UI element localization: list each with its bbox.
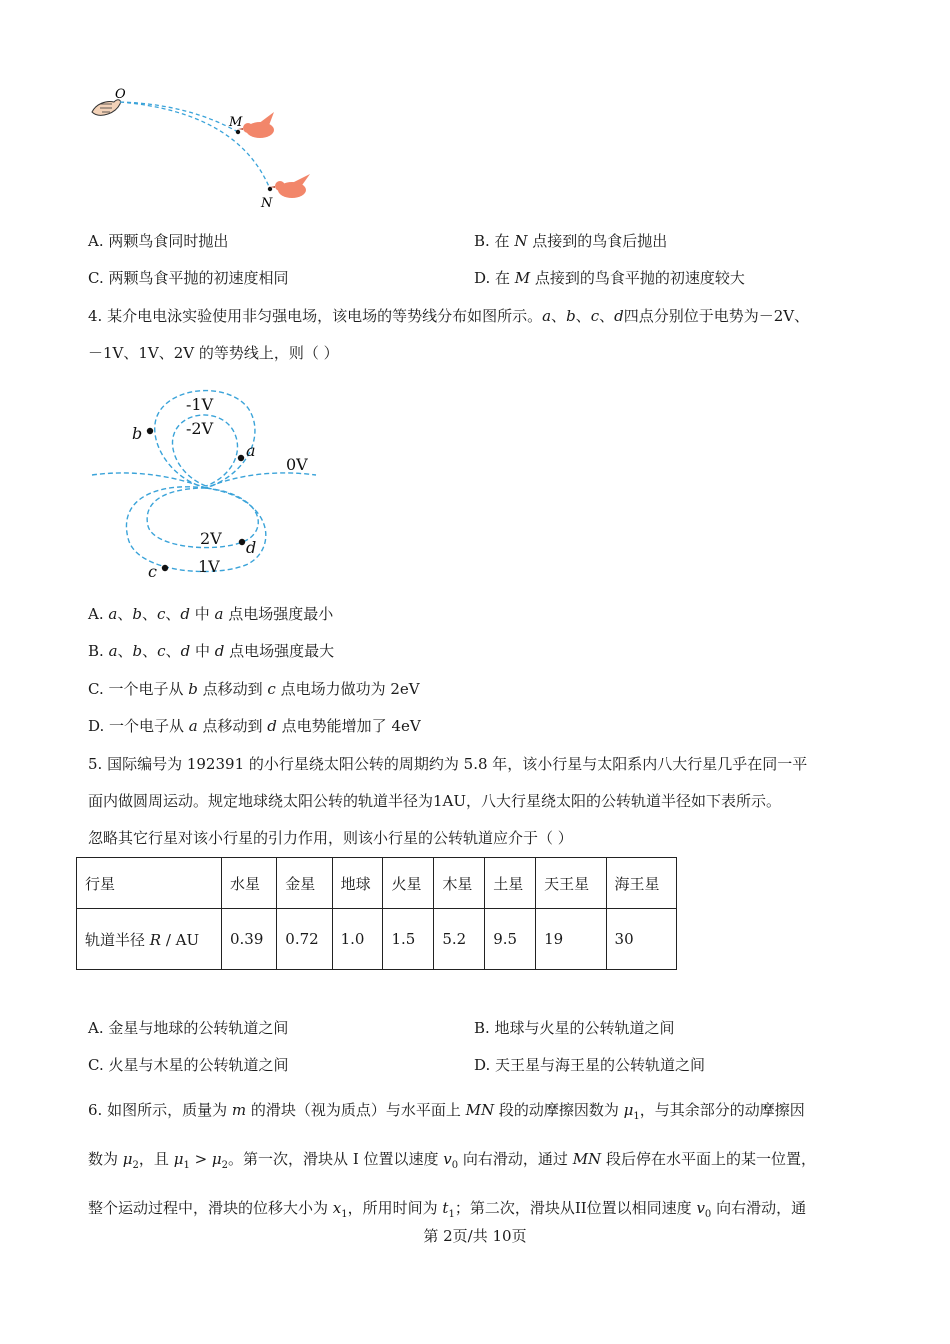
text: 、 [117, 605, 133, 623]
text: 整个运动过程中，滑块的位移大小为 [88, 1199, 333, 1217]
var: μ [623, 1101, 634, 1119]
var: M [514, 269, 531, 287]
var: v [696, 1199, 705, 1217]
q4-option-b[interactable] [88, 641, 334, 661]
table-cell: 海王星 [606, 858, 676, 909]
label-0v: 0V [286, 455, 308, 474]
point-d [239, 539, 245, 545]
table-cell: 19 [536, 909, 606, 970]
text: 轨道半径 [85, 930, 150, 949]
table-cell: 木星 [434, 858, 485, 909]
bird-icon-n [270, 174, 310, 198]
text: 向右滑动，通 [711, 1199, 807, 1217]
q5-stem-line1: 5. 国际编号为 192391 的小行星绕太阳公转的周期约为 5.8 年，该小行星与太阳系内八大行星几乎在同一平 [88, 755, 808, 773]
text: 中 [190, 642, 215, 660]
var: m [231, 1101, 247, 1119]
text: 点移动到 [197, 717, 268, 735]
q5-option-c[interactable]: C. 火星与木星的公转轨道之间 [88, 1056, 289, 1074]
text: 、 [599, 307, 615, 325]
var: b [188, 680, 198, 698]
label-b: b [132, 424, 143, 443]
var: a [108, 605, 118, 623]
text: 点接到的鸟食平抛的初速度较大 [530, 269, 745, 287]
point-m [236, 130, 240, 134]
var: a [108, 642, 118, 660]
text: 中 [190, 605, 215, 623]
label-minus2v: -2V [186, 419, 214, 438]
text: 6. 如图所示，质量为 [88, 1101, 232, 1119]
subscript: 1 [341, 1209, 348, 1220]
text: 四点分别位于电势为－2V、 [623, 307, 810, 325]
label-m: M [229, 115, 243, 130]
trajectory-to-n [120, 102, 270, 189]
q3-option-c[interactable]: C. 两颗鸟食平抛的初速度相同 [88, 269, 289, 287]
var: b [132, 642, 143, 660]
text: B. [88, 642, 109, 660]
text: 点移动到 [197, 680, 268, 698]
subscript: 1 [448, 1209, 455, 1220]
var: d [267, 717, 277, 735]
q3-option-a[interactable]: A. 两颗鸟食同时抛出 [88, 232, 229, 250]
var: μ [122, 1150, 133, 1168]
text: / AU [161, 930, 200, 949]
q4-stem-line1 [88, 306, 809, 326]
var: a [188, 717, 198, 735]
text: 、 [551, 307, 567, 325]
table-row [77, 909, 677, 970]
var: b [132, 605, 142, 623]
q5-option-d[interactable]: D. 天王星与海王星的公转轨道之间 [474, 1056, 706, 1074]
label-1v: 1V [198, 557, 220, 576]
point-b [147, 428, 153, 434]
text: 、 [141, 605, 157, 623]
text: 点电势能增加了 4eV [276, 717, 421, 735]
text: C. 一个电子从 [88, 680, 189, 698]
table-header-row [77, 858, 677, 909]
text: ，所用时间为 [347, 1199, 443, 1217]
point-n [268, 187, 272, 191]
text: 、 [165, 642, 181, 660]
var: MN [465, 1101, 495, 1119]
q4-stem-line2: －1V、1V、2V 的等势线上，则（ ） [88, 344, 339, 362]
point-c [162, 565, 168, 571]
text: 段的动摩擦因数为 [494, 1101, 624, 1119]
text: 4. 某介电电泳实验使用非匀强电场，该电场的等势线分布如图所示。 [88, 307, 543, 325]
var: N [514, 232, 528, 250]
text: ，与其余部分的动摩擦因 [639, 1101, 805, 1119]
text: ，且 [138, 1150, 174, 1168]
text: 、 [165, 605, 181, 623]
table-cell: 0.72 [277, 909, 332, 970]
text: 点电场强度最大 [224, 642, 335, 660]
text: > [189, 1150, 212, 1168]
var: b [566, 307, 576, 325]
text: A. [88, 605, 109, 623]
text: 、 [142, 642, 158, 660]
page-footer: 第 2页/共 10页 [423, 1227, 527, 1245]
var: a [542, 307, 552, 325]
var: d [180, 642, 191, 660]
text: 的滑块（视为质点）与水平面上 [246, 1101, 466, 1119]
text: ；第二次，滑块从II位置以相同速度 [454, 1199, 697, 1217]
table-cell: 水星 [222, 858, 277, 909]
q6-stem-line2 [88, 1149, 816, 1176]
subscript: 2 [221, 1160, 229, 1171]
label-c: c [148, 562, 157, 581]
planet-orbit-table [76, 857, 677, 970]
text: 。第一次，滑块从 I 位置以速度 [228, 1150, 444, 1168]
subscript: 2 [132, 1160, 139, 1171]
text: 点接到的鸟食后抛出 [527, 232, 668, 250]
var: μ [173, 1150, 184, 1168]
text: 点电场力做功为 2eV [275, 680, 420, 698]
text: B. 在 [474, 232, 515, 250]
table-cell: 30 [606, 909, 676, 970]
var: v [443, 1150, 452, 1168]
var: c [156, 605, 166, 623]
var: c [590, 307, 600, 325]
table-cell: 火星 [383, 858, 434, 909]
label-2v: 2V [200, 529, 222, 548]
table-cell: 0.39 [222, 909, 277, 970]
table-row-label [77, 909, 222, 970]
table-cell: 9.5 [485, 909, 536, 970]
var: R [149, 930, 162, 949]
var: d [180, 605, 190, 623]
label-o: O [115, 87, 126, 102]
subscript: 1 [633, 1111, 640, 1122]
equipotential-1v [126, 487, 265, 572]
bird-icon-m [238, 112, 274, 138]
q3-figure [88, 82, 328, 212]
trajectory-to-m [120, 102, 238, 132]
q4-option-c[interactable] [88, 679, 420, 699]
table-cell: 天王星 [536, 858, 606, 909]
q4-option-d[interactable] [88, 716, 421, 736]
q6-stem-line1 [88, 1100, 805, 1127]
table-cell: 行星 [77, 858, 222, 909]
var: c [157, 642, 166, 660]
table-cell: 金星 [277, 858, 332, 909]
text: 、 [117, 642, 133, 660]
point-a [238, 455, 244, 461]
table-cell: 5.2 [434, 909, 485, 970]
q6-stem-line3 [88, 1198, 806, 1225]
q3-option-b[interactable] [474, 231, 667, 251]
q3-option-d[interactable] [474, 268, 745, 288]
var: c [267, 680, 276, 698]
var: MN [572, 1150, 602, 1168]
var: d [214, 642, 225, 660]
table-cell: 土星 [485, 858, 536, 909]
text: D. 在 [474, 269, 515, 287]
text: D. 一个电子从 [88, 717, 189, 735]
var: x [332, 1199, 342, 1217]
q4-figure [88, 378, 328, 584]
q5-option-a[interactable]: A. 金星与地球的公转轨道之间 [88, 1019, 289, 1037]
text: 、 [575, 307, 591, 325]
label-n: N [261, 196, 273, 211]
q5-option-b[interactable]: B. 地球与火星的公转轨道之间 [474, 1019, 675, 1037]
var: a [214, 605, 224, 623]
table-cell: 1.5 [383, 909, 434, 970]
q5-stem-line2: 面内做圆周运动。规定地球绕太阳公转的轨道半径为1AU，八大行星绕太阳的公转轨道半径如下表所示。 [88, 792, 782, 810]
hand-icon [92, 100, 121, 115]
text: 数为 [88, 1150, 123, 1168]
label-minus1v: -1V [186, 395, 214, 414]
var: μ [211, 1150, 222, 1168]
var: d [614, 307, 624, 325]
label-d: d [246, 538, 257, 557]
text: 段后停在水平面上的某一位置， [601, 1150, 816, 1168]
table-cell: 1.0 [332, 909, 383, 970]
q5-stem-line3: 忽略其它行星对该小行星的引力作用，则该小行星的公转轨道应介于（ ） [88, 829, 573, 847]
q4-option-a[interactable] [88, 604, 333, 624]
subscript: 1 [183, 1160, 190, 1171]
subscript: 0 [704, 1209, 712, 1220]
subscript: 0 [451, 1160, 459, 1171]
table-cell: 地球 [332, 858, 383, 909]
var: t [442, 1199, 449, 1217]
text: 向右滑动，通过 [458, 1150, 573, 1168]
text: 点电场强度最小 [223, 605, 334, 623]
label-a: a [246, 441, 256, 460]
